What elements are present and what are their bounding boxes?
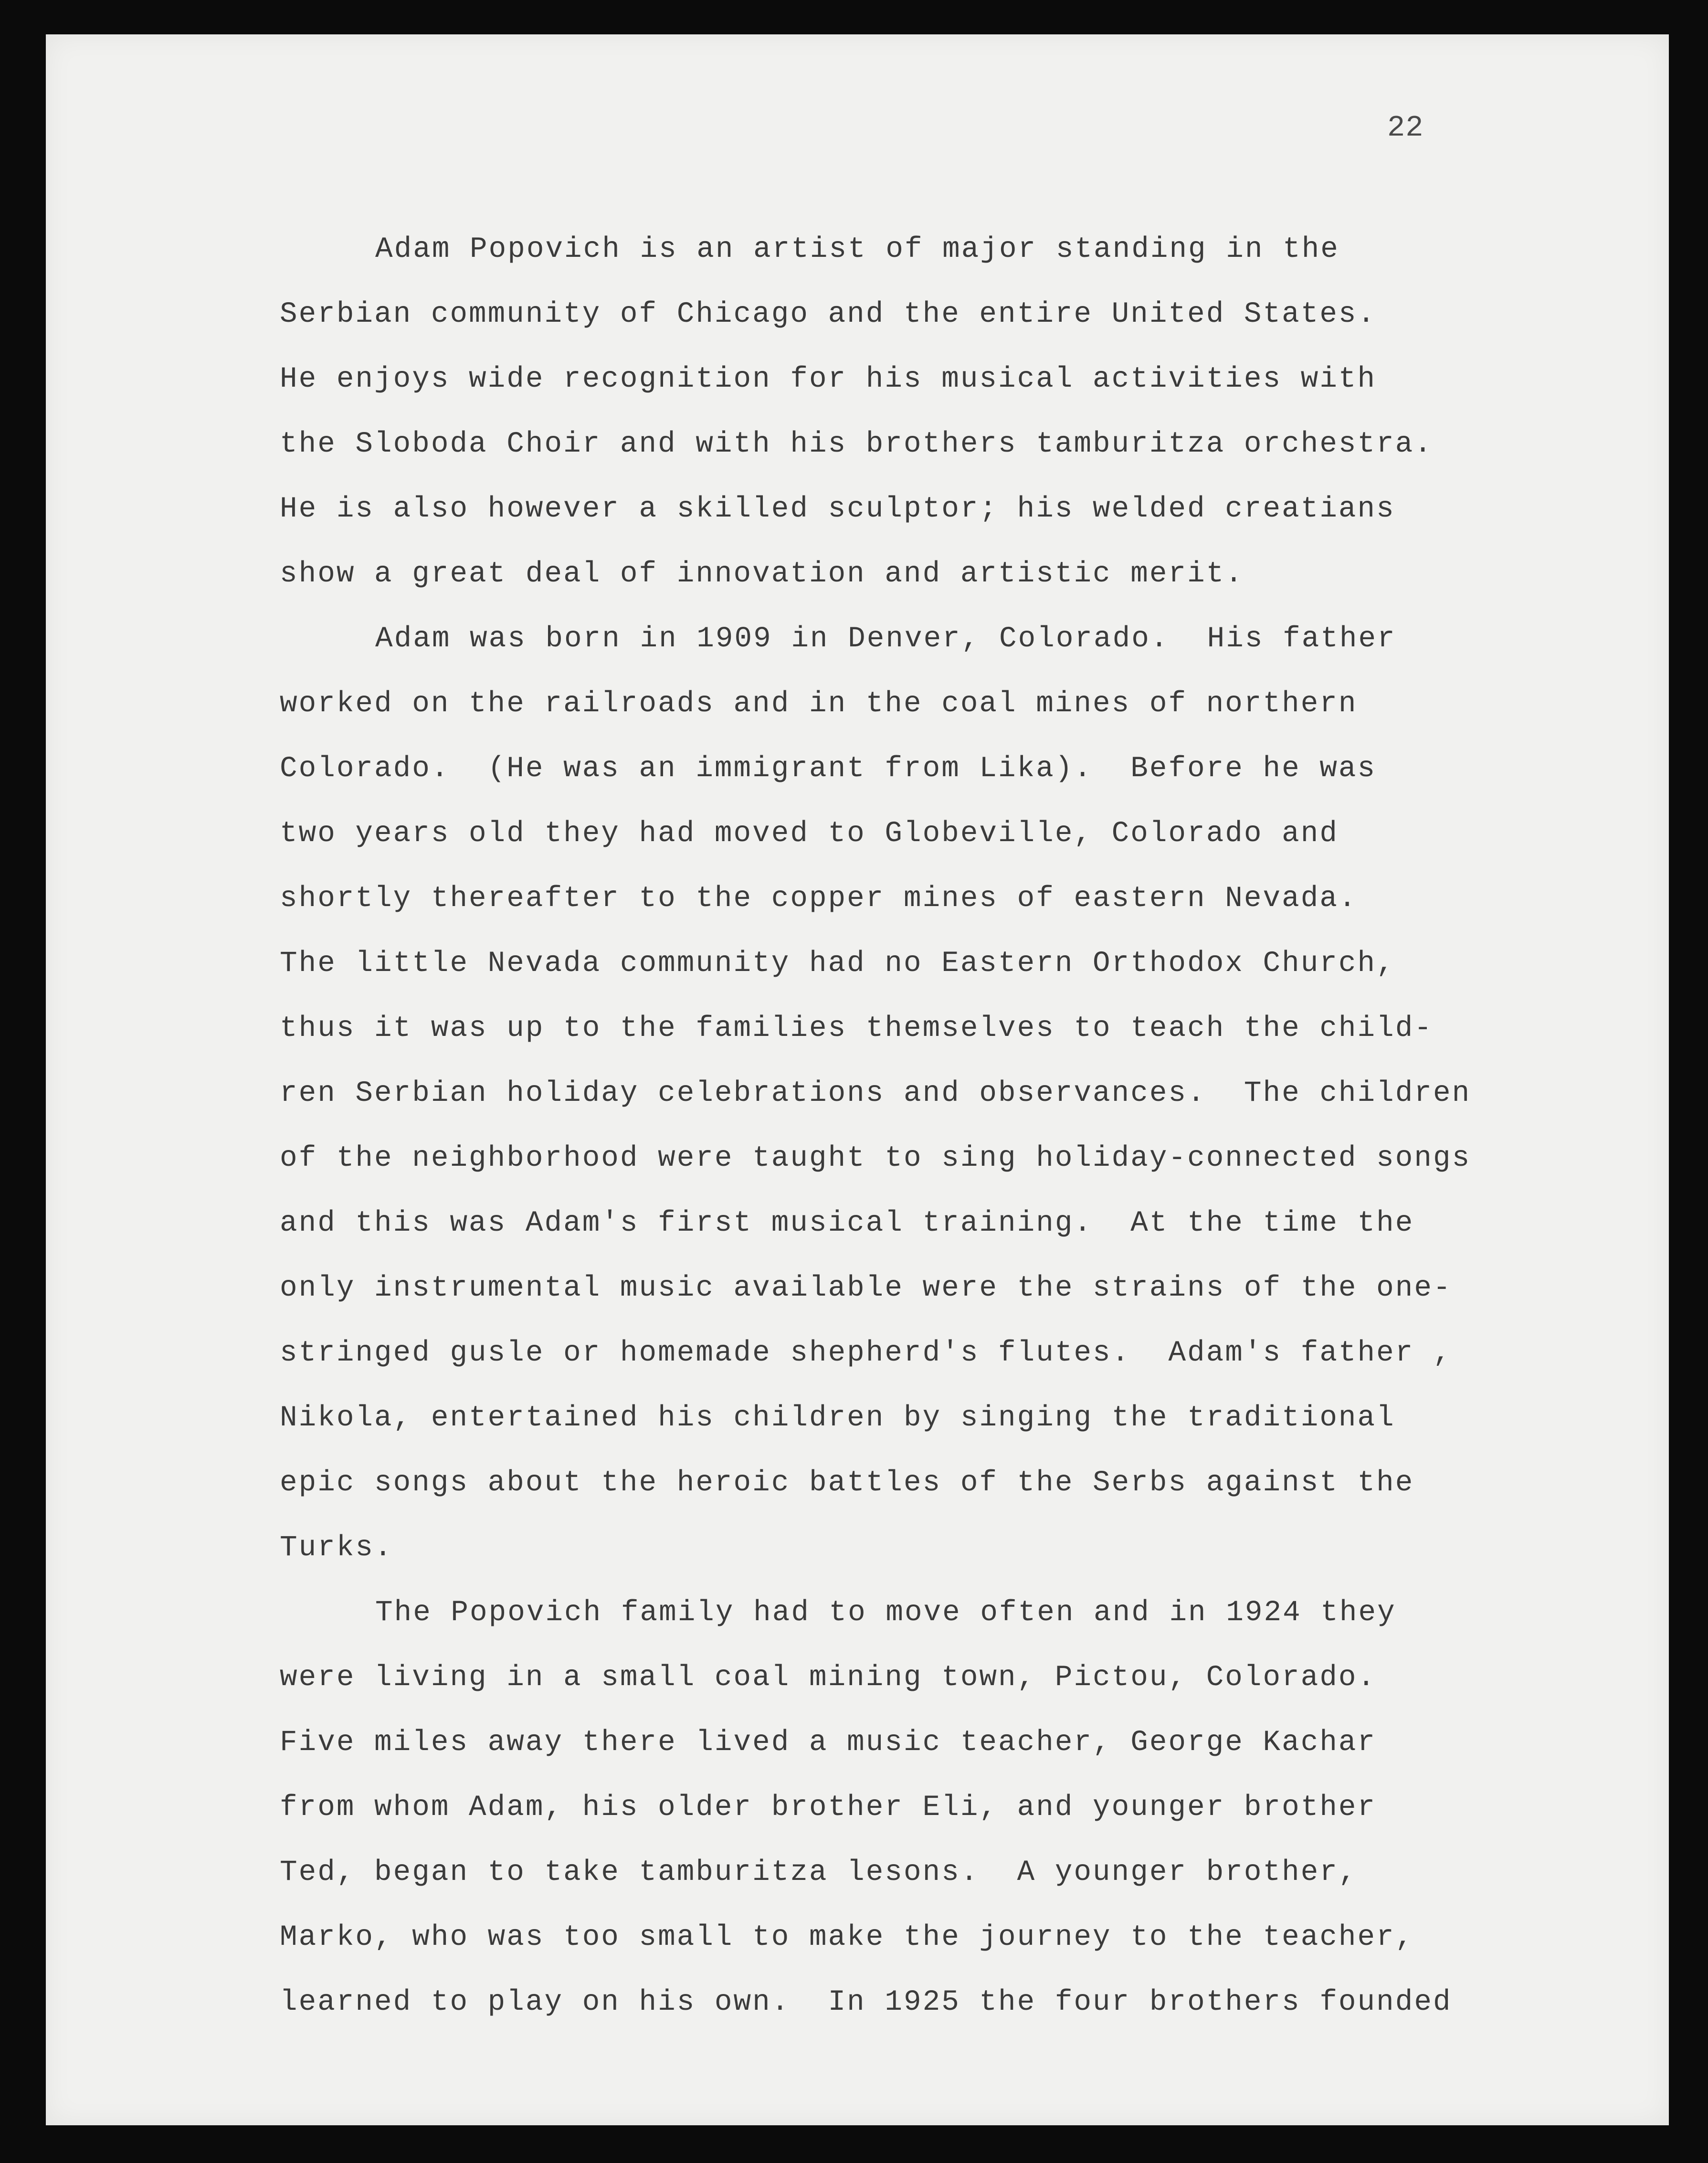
text-line: Nikola, entertained his children by singing the traditional [280, 1402, 1395, 1435]
text-line: Adam Popovich is an artist of major standing in the [375, 233, 1339, 266]
document-page [46, 34, 1669, 2125]
text-line: only instrumental music available were the strains of the one- [280, 1272, 1452, 1305]
text-line: the Sloboda Choir and with his brothers tamburitza orchestra. [280, 428, 1433, 461]
text-line: ren Serbian holiday celebrations and observances. The children [280, 1077, 1471, 1110]
text-line: Serbian community of Chicago and the entire United States. [280, 298, 1377, 331]
text-line: Marko, who was too small to make the journey to the teacher, [280, 1921, 1414, 1954]
text-line: Five miles away there lived a music teacher, George Kachar [280, 1726, 1377, 1759]
text-line: from whom Adam, his older brother Eli, and younger brother [280, 1791, 1377, 1824]
text-line: stringed gusle or homemade shepherd's flutes. Adam's father , [280, 1337, 1452, 1370]
text-line: He enjoys wide recognition for his musical activities with [280, 363, 1377, 396]
text-line: thus it was up to the families themselves to teach the child- [280, 1012, 1433, 1045]
text-line: The Popovich family had to move often and in 1924 they [375, 1596, 1396, 1629]
text-line: and this was Adam's first musical training. At the time the [280, 1207, 1414, 1240]
text-line: Ted, began to take tamburitza lesons. A younger brother, [280, 1856, 1358, 1889]
page-number: 22 [1387, 111, 1424, 145]
text-line: Colorado. (He was an immigrant from Lika). Before he was [280, 752, 1377, 785]
text-line: show a great deal of innovation and artistic merit. [280, 558, 1244, 591]
text-line: He is also however a skilled sculptor; his welded creatians [280, 493, 1395, 526]
text-line: Adam was born in 1909 in Denver, Colorado. His father [375, 623, 1396, 655]
text-line: worked on the railroads and in the coal mines of northern [280, 687, 1358, 720]
text-line: Turks. [280, 1531, 393, 1564]
text-line: epic songs about the heroic battles of the Serbs against the [280, 1467, 1414, 1499]
text-line: learned to play on his own. In 1925 the four brothers founded [280, 1986, 1452, 2019]
body-text [46, 34, 1669, 2125]
text-line: shortly thereafter to the copper mines of eastern Nevada. [280, 882, 1358, 915]
text-line: were living in a small coal mining town, Pictou, Colorado. [280, 1661, 1377, 1694]
text-line: The little Nevada community had no Eastern Orthodox Church, [280, 947, 1395, 980]
text-line: of the neighborhood were taught to sing holiday-connected songs [280, 1142, 1471, 1175]
text-line: two years old they had moved to Globeville, Colorado and [280, 817, 1339, 850]
